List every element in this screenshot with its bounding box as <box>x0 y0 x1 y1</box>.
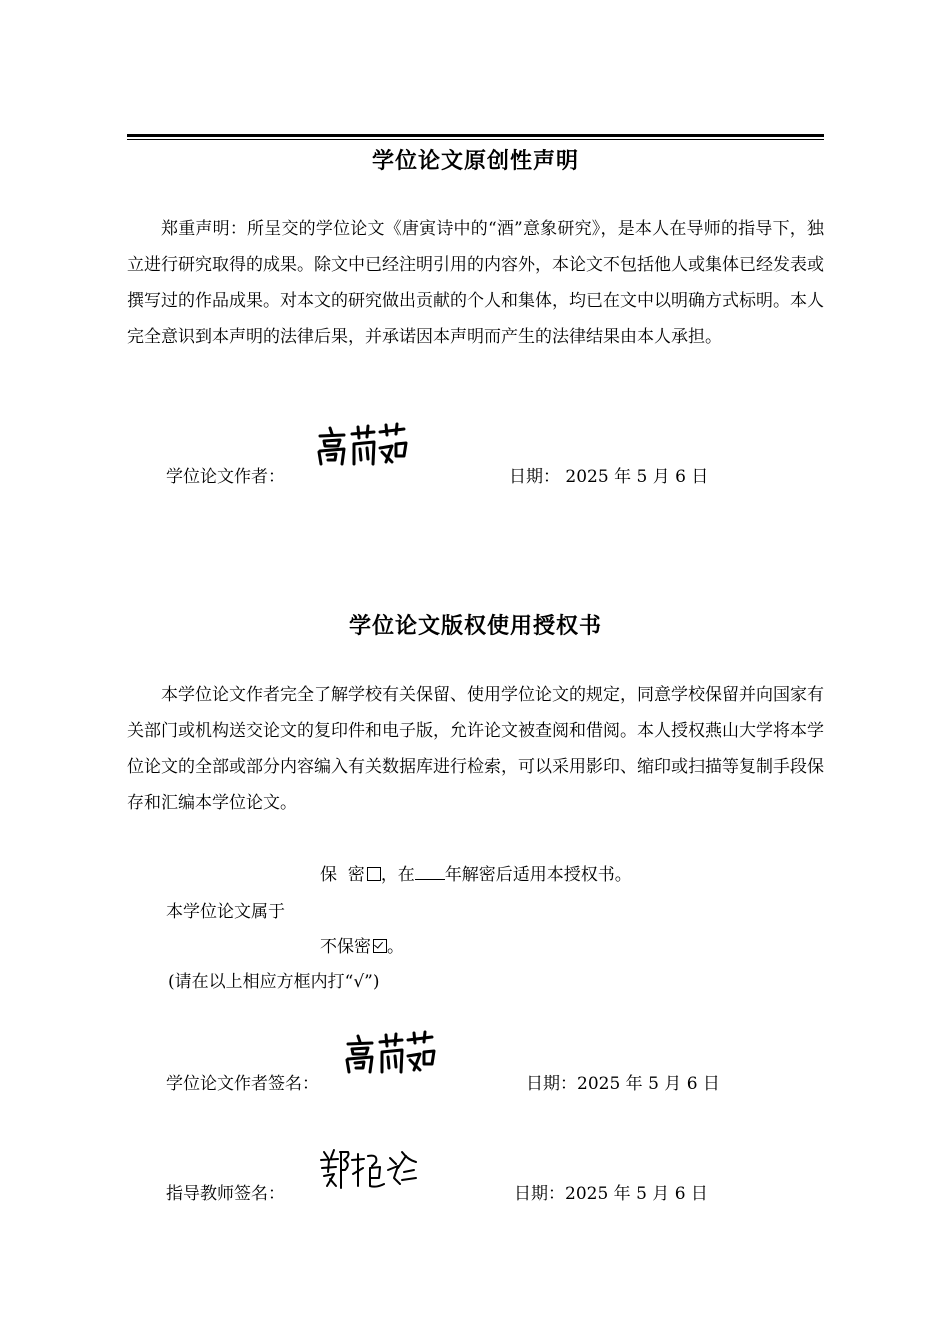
date-value: 2025 年 5 月 6 日 <box>565 467 709 487</box>
author-sign-label: 学位论文作者签名： <box>166 1074 319 1094</box>
originality-body <box>127 211 824 355</box>
secret-label: 保 密 <box>320 865 365 885</box>
top-rule-thin <box>127 139 824 140</box>
authorization-body <box>127 677 824 821</box>
date-value: 2025 年 5 月 6 日 <box>565 1184 708 1204</box>
secret-option-row <box>320 860 632 885</box>
check-instruction: (请在以上相应方框内打“√”) <box>168 972 380 992</box>
date-row-3 <box>514 1179 708 1204</box>
date-label: 日期： <box>509 467 560 487</box>
date-row-2 <box>526 1069 720 1094</box>
originality-paragraph: 郑重声明：所呈交的学位论文《唐寅诗中的“酒”意象研究》，是本人在导师的指导下，独立进行研究取得的成果。除文中已经注明引用的内容外，本论文不包括他人或集体已经发表或撰写过的作品成果。对本文的研究做出贡献的个人和集体，均已在文中以明确方式标明。本人完全意识到本声明的法律后果，并承诺因本声明而产生的法律结果由本人承担。 <box>127 219 824 347</box>
not-secret-checkbox[interactable] <box>373 939 387 953</box>
author-signature-2 <box>344 1030 439 1078</box>
date-label: 日期： <box>526 1074 577 1094</box>
secret-checkbox[interactable] <box>367 867 381 881</box>
not-secret-label: 不保密 <box>320 937 371 957</box>
belongs-label: 本学位论文属于 <box>166 902 285 922</box>
not-secret-option-row <box>320 932 404 957</box>
authorization-paragraph: 本学位论文作者完全了解学校有关保留、使用学位论文的规定，同意学校保留并向国家有关部门或机构送交论文的复印件和电子版，允许论文被查阅和借阅。本人授权燕山大学将本学位论文的全部或部分内容编入有关数据库进行检索，可以采用影印、缩印或扫描等复制手段保存和汇编本学位论文。 <box>127 685 824 813</box>
top-rule-thick <box>127 134 824 137</box>
originality-title: 学位论文原创性声明 <box>371 149 579 174</box>
date-label: 日期： <box>514 1184 565 1204</box>
author-signature-1 <box>316 422 411 470</box>
advisor-signature <box>318 1146 418 1192</box>
authorization-title: 学位论文版权使用授权书 <box>348 614 602 639</box>
declassify-year-blank[interactable] <box>415 865 445 880</box>
secret-suffix-text: 年解密后适用本授权书。 <box>444 865 632 885</box>
advisor-sign-label: 指导教师签名： <box>166 1184 285 1204</box>
date-value: 2025 年 5 月 6 日 <box>577 1074 720 1094</box>
secret-mid-text: ，在 <box>380 865 415 885</box>
not-secret-end: 。 <box>387 937 404 957</box>
author-label: 学位论文作者： <box>166 467 285 487</box>
date-row-1 <box>509 462 708 487</box>
